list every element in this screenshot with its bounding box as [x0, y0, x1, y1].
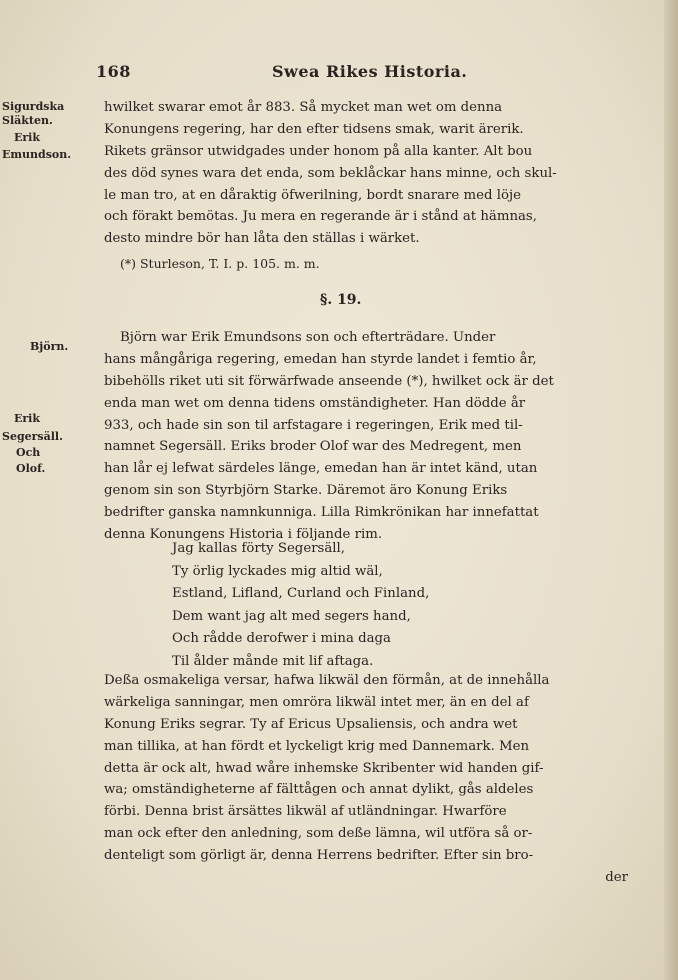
- paragraph-3: [104, 670, 634, 889]
- text-line: bibehölls riket uti sit förwärfwade anseende (*), hwilket ock är det: [104, 373, 554, 389]
- text-line: le man tro, at en dåraktig öfwerilning, bordt snarare med löje: [104, 187, 521, 203]
- verse-line: Jag kallas förty Segersäll,: [172, 541, 346, 556]
- text-line: detta är ock alt, hwad wåre inhemske Skribenter wid handen gif-: [104, 760, 544, 776]
- text-line: Deßa osmakeliga versar, hafwa likwäl den förmån, at de innehålla: [104, 673, 550, 688]
- text-line: hans mångåriga regering, emedan han styrde landet i femtio år,: [104, 351, 537, 367]
- margin-note: Släkten.: [2, 114, 53, 127]
- text-line: namnet Segersäll. Eriks broder Olof war des Medregent, men: [104, 439, 522, 455]
- margin-note-segersall: Segersäll.: [2, 430, 63, 443]
- margin-note: Emundson.: [2, 148, 72, 161]
- verse-line: Estland, Lifland, Curland och Finland,: [172, 586, 430, 602]
- text-line: bedrifter ganska namnkunniga. Lilla Rimkrönikan har innefattat: [104, 505, 539, 521]
- verse-line: Til ålder månde mit lif aftaga.: [172, 653, 374, 669]
- page-gutter: [664, 0, 678, 980]
- margin-note: Erik: [14, 131, 40, 144]
- text-line: desto mindre bör han låta den ställas i wärket.: [104, 231, 420, 247]
- catchword: der: [605, 870, 628, 886]
- page-number: 168: [96, 62, 131, 81]
- text-line: wa; omständigheterne af fälttågen och annat dylikt, gås aldeles: [104, 782, 534, 798]
- text-line: enda man wet om denna tidens omständigheter. Han dödde år: [104, 395, 526, 411]
- text-line: man tillika, at han fördt et lyckeligt krig med Dannemark. Men: [104, 738, 530, 754]
- running-header: [96, 62, 636, 86]
- text-line: och förakt bemötas. Ju mera en regerande är i stånd at hämnas,: [104, 209, 537, 225]
- text-line: han lår ej lefwat särdeles länge, emedan han är intet känd, utan: [104, 461, 538, 477]
- paragraph-1: [104, 97, 634, 250]
- running-title: Swea Rikes Historia.: [272, 62, 468, 81]
- margin-note-olof: Olof.: [16, 462, 46, 475]
- verse-line: Dem want jag alt med segers hand,: [172, 608, 411, 624]
- verse-line: Och rådde derofwer i mina daga: [172, 631, 391, 647]
- text-line: denteligt som görligt är, denna Herrens bedrifter. Efter sin bro-: [104, 848, 534, 864]
- text-line: denna Konungens Historia i följande rim.: [104, 527, 383, 543]
- text-line: man ock efter den anledning, som deße lämna, wil utföra så or-: [104, 826, 533, 842]
- margin-note-erik: Erik: [14, 412, 40, 425]
- text-line: Björn war Erik Emundsons son och efterträdare. Under: [120, 330, 496, 345]
- text-line: des död synes wara det enda, som beklåckar hans minne, och skul-: [104, 165, 557, 181]
- text-line: wärkeliga sanningar, men omröra likwäl intet mer, än en del af: [104, 694, 529, 710]
- verse: [172, 538, 429, 674]
- footnote: (*) Sturleson, T. I. p. 105. m. m.: [120, 256, 320, 271]
- verse-line: Ty örlig lyckades mig altid wäl,: [172, 563, 383, 579]
- text-line: hwilket swarar emot år 883. Så mycket man wet om denna: [104, 100, 503, 115]
- margin-note: Sigurdska: [2, 100, 65, 113]
- text-line: 933, och hade sin son til arfstagare i regeringen, Erik med til-: [104, 417, 523, 433]
- text-line: Rikets gränsor utwidgades under honom på alla kanter. Alt bou: [104, 143, 533, 159]
- text-line: Konungens regering, har den efter tidsens smak, warit ärerik.: [104, 121, 524, 137]
- section-heading: §. 19.: [320, 292, 362, 308]
- text-line: förbi. Denna brist ärsättes likwäl af utländningar. Hwarföre: [104, 804, 507, 820]
- paragraph-2: [104, 327, 634, 546]
- text-line: Konung Eriks segrar. Ty af Ericus Upsaliensis, och andra wet: [104, 716, 518, 732]
- margin-note-och: Och: [16, 446, 41, 459]
- text-line: genom sin son Styrbjörn Starke. Däremot äro Konung Eriks: [104, 483, 508, 499]
- margin-note-bjorn: Björn.: [30, 340, 69, 353]
